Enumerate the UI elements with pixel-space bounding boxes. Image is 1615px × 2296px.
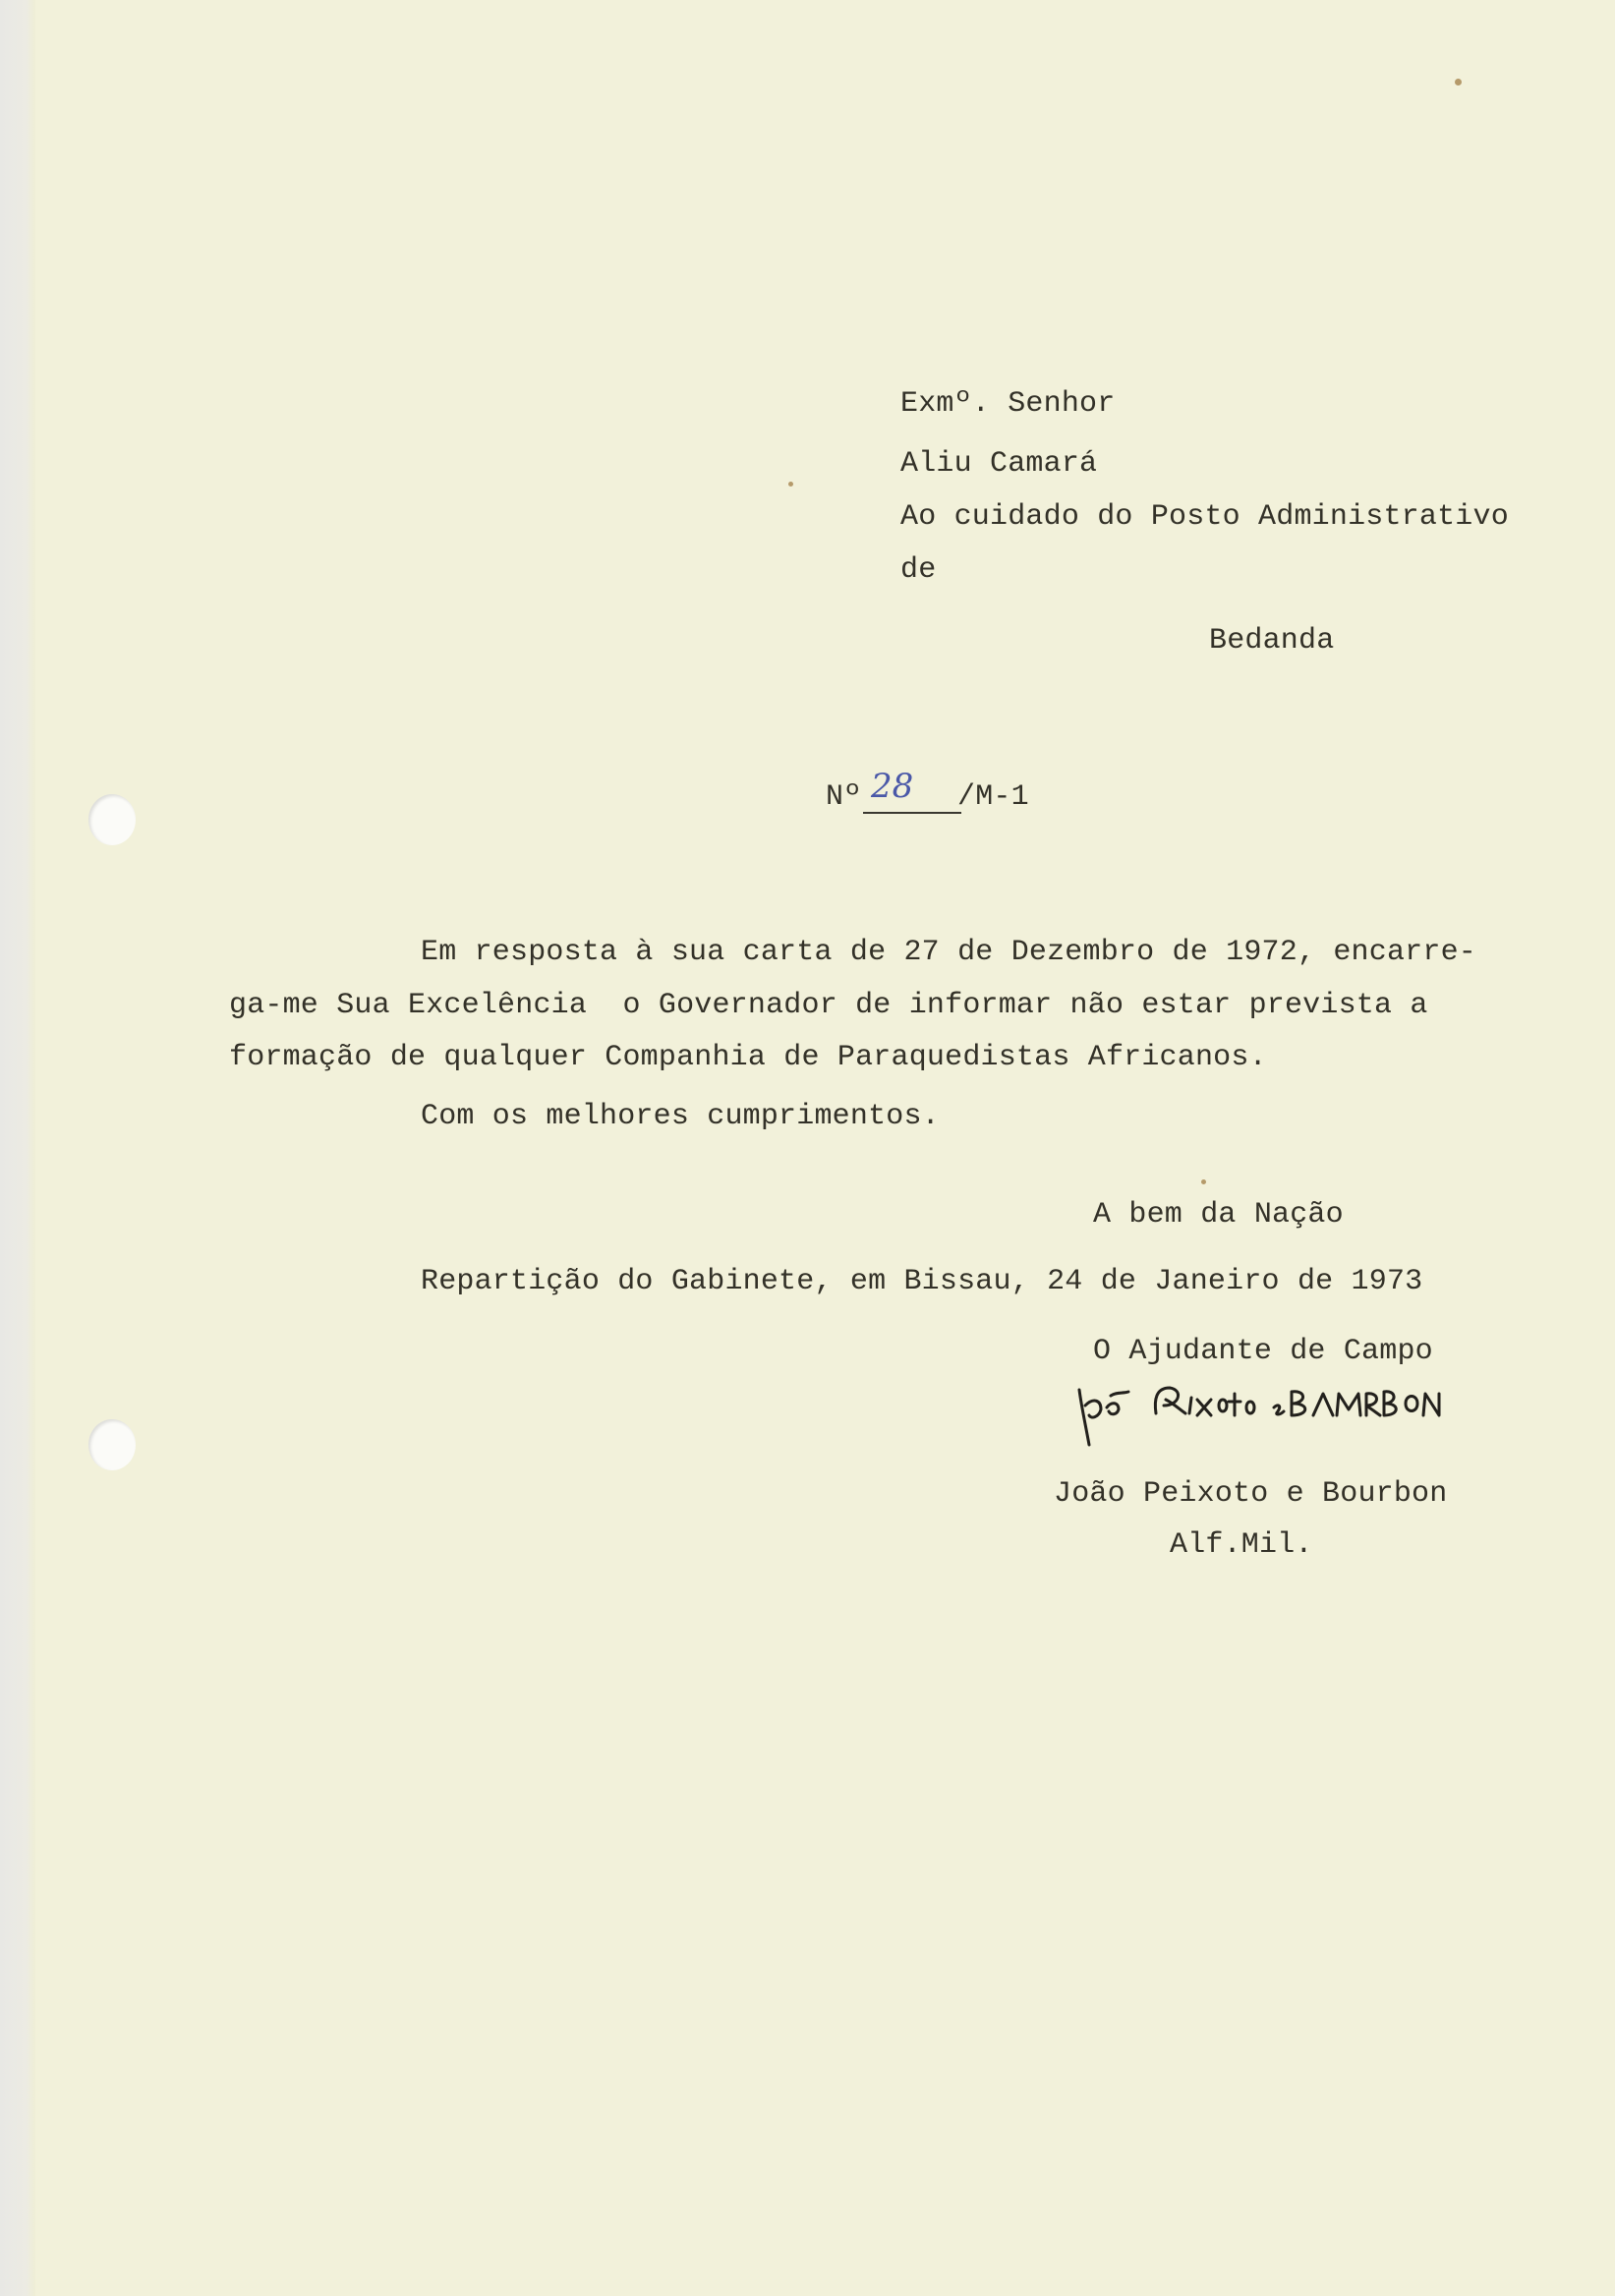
recipient-care-of: Ao cuidado do Posto Administrativo [900, 500, 1509, 534]
reference-number-underline [863, 812, 961, 814]
body-line-2: ga-me Sua Excelência o Governador de informar não estar prevista a [229, 989, 1428, 1022]
footer-place-date: Repartição do Gabinete, em Bissau, 24 de Janeiro de 1973 [421, 1265, 1423, 1298]
recipient-care-of-de: de [900, 553, 937, 587]
body-closing: Com os melhores cumprimentos. [421, 1100, 940, 1133]
punch-hole-bottom [88, 1419, 136, 1470]
recipient-salutation: Exmº. Senhor [900, 387, 1116, 421]
paper-speck [1455, 79, 1462, 86]
signer-rank: Alf.Mil. [1170, 1528, 1313, 1562]
scan-margin [0, 0, 35, 2296]
recipient-name: Aliu Camará [900, 447, 1098, 481]
paper-speck [1201, 1179, 1206, 1184]
footer-role: O Ajudante de Campo [1093, 1335, 1433, 1368]
punch-hole-top [88, 794, 136, 845]
body-line-1: Em resposta à sua carta de 27 de Dezembro de 1972, encarre- [421, 936, 1476, 969]
reference-number: 28 [871, 767, 914, 806]
reference-prefix: Nº [826, 780, 862, 814]
reference-suffix: /M-1 [957, 780, 1029, 814]
recipient-place: Bedanda [1209, 624, 1335, 658]
body-line-3: formação de qualquer Companhia de Paraquedistas Africanos. [229, 1041, 1267, 1074]
signer-name: João Peixoto e Bourbon [1054, 1477, 1448, 1511]
paper-speck [788, 482, 793, 487]
letter-page [35, 0, 1615, 2296]
signature [1071, 1376, 1445, 1455]
footer-motto: A bem da Nação [1093, 1198, 1344, 1232]
